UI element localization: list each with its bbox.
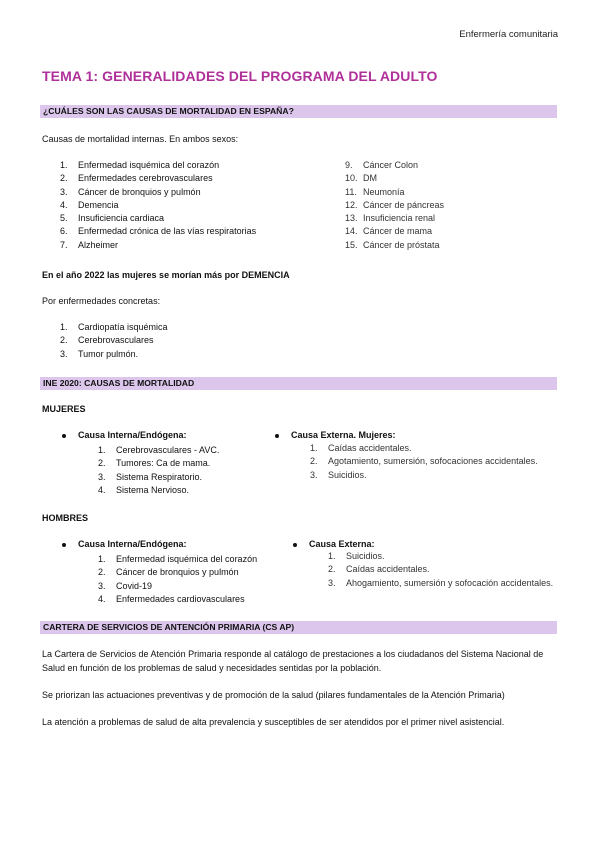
men-internal-label: Causa Interna/Endógena: [78, 539, 187, 549]
list-item [310, 455, 538, 468]
list-item-number: 5. [60, 213, 68, 224]
list-item [345, 212, 444, 225]
list-item-number: 1. [310, 443, 318, 453]
list-item [60, 199, 256, 212]
list-item-number: 9. [345, 160, 353, 170]
list-item-text: Cardiopatía isquémica [78, 322, 168, 332]
concrete-intro: Por enfermedades concretas: [42, 296, 161, 306]
list-item-number: 2. [98, 458, 106, 469]
list-item-text: Insuficiencia renal [363, 213, 436, 224]
dementia-highlight: En el año 2022 las mujeres se morían más por DEMENCIA [42, 270, 290, 280]
list-item [328, 550, 553, 563]
list-item-number: 6. [60, 226, 68, 237]
list-item-number: 3. [98, 580, 106, 591]
list-item-number: 13. [345, 213, 358, 224]
list-item-text: Caídas accidentales. [328, 443, 412, 453]
list-item [60, 348, 168, 361]
list-item [98, 566, 257, 579]
women-internal-bullet [62, 430, 187, 440]
list-item-number: 1. [60, 160, 68, 170]
list-item [60, 186, 256, 199]
list-item-number: 14. [345, 226, 358, 237]
list-item-text: Neumonía [363, 186, 405, 197]
bullet-icon [293, 543, 297, 547]
women-external-list [310, 442, 538, 482]
list-item [60, 172, 256, 185]
list-item-text: Cáncer de bronquios y pulmón [78, 186, 201, 197]
list-item [98, 484, 219, 497]
women-label: MUJERES [42, 404, 86, 414]
list-item [345, 172, 444, 185]
list-item-text: Agotamiento, sumersión, sofocaciones accidentales. [328, 456, 538, 467]
section-heading-ine: INE 2020: CAUSAS DE MORTALIDAD [40, 377, 557, 390]
women-external-label: Causa Externa. Mujeres: [291, 430, 396, 440]
list-item [98, 553, 257, 566]
women-internal-label: Causa Interna/Endógena: [78, 430, 187, 440]
list-item-number: 2. [60, 335, 68, 346]
list-item-number: 1. [98, 554, 106, 564]
list-item-text: Demencia [78, 199, 119, 210]
list-item [345, 186, 444, 199]
list-item [345, 239, 444, 252]
list-item-text: Cáncer de mama [363, 226, 433, 237]
list-item [98, 457, 219, 470]
list-item-text: Suicidios. [328, 469, 367, 480]
list-item [98, 580, 257, 593]
list-item-text: Ahogamiento, sumersión y sofocación accidentales. [346, 577, 554, 588]
list-item-text: Enfermedad isquémica del corazón [116, 554, 258, 564]
list-item-number: 3. [98, 471, 106, 482]
section-heading-causes: ¿CUÁLES SON LAS CAUSAS DE MORTALIDAD EN ESPAÑA? [40, 105, 557, 118]
list-item-number: 15. [345, 239, 358, 250]
list-item-text: Covid-19 [116, 580, 153, 591]
list-item [60, 334, 168, 347]
list-item-text: Caídas accidentales. [346, 564, 430, 575]
men-external-label: Causa Externa: [309, 539, 375, 549]
list-item-number: 11. [345, 186, 357, 197]
men-external-bullet [293, 539, 375, 549]
list-item-text: Sistema Respiratorio. [116, 471, 203, 482]
page-title: TEMA 1: GENERALIDADES DEL PROGRAMA DEL ADULTO [42, 68, 438, 84]
list-item-text: Cerebrovasculares - AVC. [116, 445, 220, 455]
list-item-text: Tumores: Ca de mama. [116, 458, 211, 469]
list-item-text: Enfermedades cardiovasculares [116, 593, 245, 604]
list-item [98, 593, 257, 606]
list-item-text: Cáncer de páncreas [363, 199, 445, 210]
list-item [310, 442, 538, 455]
list-item-number: 4. [60, 199, 68, 210]
list-item [98, 444, 219, 457]
list-item-text: DM [363, 173, 377, 184]
list-item [328, 577, 553, 590]
men-internal-list [98, 553, 257, 606]
list-item-text: Insuficiencia cardiaca [78, 213, 165, 224]
cartera-paragraph-3: La atención a problemas de salud de alta prevalencia y susceptibles de ser atendidos por el primer nivel asistencial. [42, 717, 505, 727]
list-item [328, 563, 553, 576]
list-item-number: 2. [98, 567, 106, 578]
list-item-number: 10. [345, 173, 358, 184]
list-item-number: 3. [60, 186, 68, 197]
list-item-number: 2. [310, 456, 318, 467]
men-label: HOMBRES [42, 513, 89, 523]
list-item-text: Cerebrovasculares [78, 335, 154, 346]
list-item [60, 212, 256, 225]
list-item-text: Suicidios. [346, 551, 385, 561]
list-item-number: 2. [60, 173, 68, 184]
page-header: Enfermería comunitaria [459, 29, 558, 40]
list-item-number: 12. [345, 199, 358, 210]
list-item-number: 1. [98, 445, 106, 455]
list-item [345, 225, 444, 238]
list-item-number: 3. [328, 577, 336, 588]
list-item-text: Enfermedad isquémica del corazón [78, 160, 220, 170]
list-item [345, 159, 444, 172]
section-heading-cartera: CARTERA DE SERVICIOS DE ANTENCIÓN PRIMARIA (CS AP) [40, 621, 557, 634]
bullet-icon [275, 434, 279, 438]
list-item [345, 199, 444, 212]
women-internal-list [98, 444, 219, 497]
list-item-number: 3. [310, 469, 318, 480]
bullet-icon [62, 543, 66, 547]
causes-list-right [345, 159, 444, 252]
bullet-icon [62, 434, 66, 438]
list-item-text: Cáncer de bronquios y pulmón [116, 567, 239, 578]
cartera-paragraph-2: Se priorizan las actuaciones preventivas y de promoción de la salud (pilares fundamentales de la Atención Primaria) [42, 690, 505, 700]
list-item [60, 239, 256, 252]
list-item-number: 3. [60, 348, 68, 359]
list-item-text: Alzheimer [78, 239, 119, 250]
list-item [310, 469, 538, 482]
list-item-number: 1. [328, 551, 336, 561]
list-item-text: Sistema Nervioso. [116, 484, 190, 495]
list-item-text: Cáncer de próstata [363, 239, 440, 250]
list-item-text: Enfermedades cerebrovasculares [78, 173, 213, 184]
causes-list-left [60, 159, 256, 252]
list-item-number: 1. [60, 322, 68, 332]
men-external-list [328, 550, 553, 590]
list-item-text: Tumor pulmón. [78, 348, 139, 359]
intro-text: Causas de mortalidad internas. En ambos sexos: [42, 134, 239, 144]
list-item [60, 321, 168, 334]
list-item [98, 471, 219, 484]
list-item-number: 4. [98, 484, 106, 495]
list-item-number: 4. [98, 593, 106, 604]
men-internal-bullet [62, 539, 187, 549]
list-item-number: 7. [60, 239, 68, 250]
cartera-paragraph-1: La Cartera de Servicios de Atención Primaria responde al catálogo de prestaciones a los ciudadanos del Sistema Nacional de Salud en función de los problemas de salud y necesidades sentidas por la población. [42, 649, 544, 673]
list-item-number: 2. [328, 564, 336, 575]
concrete-list [60, 321, 168, 361]
list-item-text: Cáncer Colon [363, 160, 419, 170]
list-item [60, 225, 256, 238]
list-item-text: Enfermedad crónica de las vías respiratorias [78, 226, 257, 237]
list-item [60, 159, 256, 172]
women-external-bullet [275, 430, 396, 440]
